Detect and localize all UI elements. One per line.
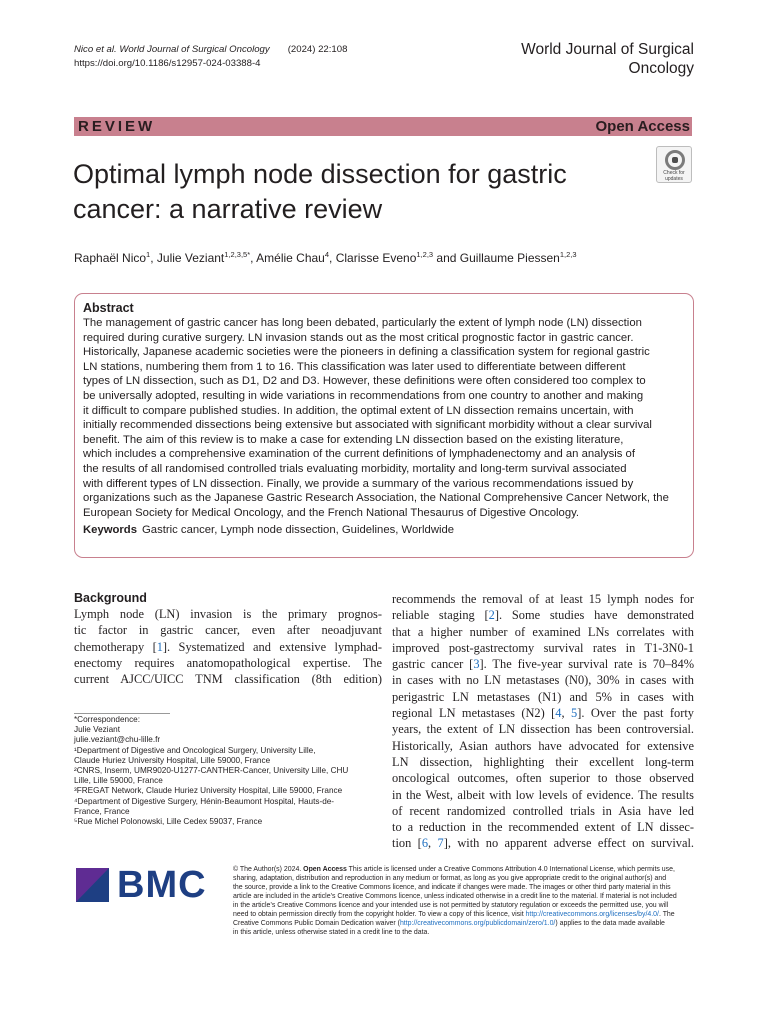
journal-name-line: Oncology: [628, 60, 694, 77]
open-access-label: Open Access: [595, 118, 690, 135]
journal-citation: Nico et al. World Journal of Surgical Oncology: [74, 44, 270, 55]
footnote-line: Julie Veziant: [74, 725, 120, 735]
bmc-logo-text: BMC: [117, 864, 207, 906]
body-line: Historically, Asian authors have advocated for extensive: [392, 738, 694, 753]
license-line: in the article’s Creative Commons licence and your intended use is not permitted by statutory regulation or exceeds the permitted use, you will: [233, 902, 669, 910]
abstract-line: LN stations, numbering them from 1 to 16. This classification was later used to differentiate between different: [83, 360, 626, 373]
article-title: [73, 157, 643, 227]
footnote-divider: [74, 713, 170, 714]
abstract-line: with different types of LN dissection. Finally, we provide a summary of the various recommendations issued by: [83, 477, 634, 490]
abstract-line: benefit. The aim of this review is to make a case for extending LN dissection based on the existing literature,: [83, 433, 624, 446]
abstract-line: The management of gastric cancer has long been debated, particularly the extent of lymph node (LN) dissection: [83, 317, 642, 329]
author-name: Clarisse Eveno: [335, 251, 417, 265]
citation-link[interactable]: 4: [555, 706, 562, 721]
footnote-line: ⁴Department of Digestive Surgery, Hénin-Beaumont Hospital, Hauts-de-: [74, 796, 335, 806]
body-text-left: [74, 606, 382, 687]
footnote-line: Claude Huriez University Hospital, Lille 59000, France: [74, 755, 271, 765]
abstract-text: [83, 316, 685, 520]
author-affiliation: 1: [146, 250, 151, 259]
journal-name: [521, 40, 694, 78]
author-name: Raphaël Nico: [74, 251, 147, 265]
author-separator: ,: [329, 251, 336, 265]
footnote-line: ⁵Rue Michel Polonowski, Lille Cedex 59037, France: [74, 817, 263, 827]
crossmark-label: Check for updates: [663, 170, 685, 182]
body-line: Lymph node (LN) invasion is the primary prognos-: [74, 607, 382, 621]
citation-link[interactable]: 1: [156, 639, 163, 654]
author-separator: ,: [250, 251, 257, 265]
author-name: Guillaume Piessen: [459, 251, 560, 265]
crossmark-icon: [665, 150, 685, 170]
body-line: years, the extent of LN dissection has been controversial.: [392, 722, 694, 737]
abstract-line: European Society for Medical Oncology, and the French National Thesaurus of Digestive Oncology.: [83, 506, 580, 519]
body-line: oncological outcomes, often superior to those observed: [392, 771, 694, 786]
license-line: need to obtain permission directly from the copyright holder. To view a copy of this licence, visit http://creativecommons.org/licenses/by/4.0/. The: [233, 911, 675, 919]
body-line: gastric cancer [3]. The five-year survival rate is 70–84%: [392, 657, 695, 672]
author-affiliation: 1,2,3: [416, 250, 434, 259]
doi-link[interactable]: https://doi.org/10.1186/s12957-024-03388-4: [74, 57, 261, 69]
abstract-line: be universally adopted, resulting in wide variations in recommendations from one country to another and making: [83, 389, 644, 402]
body-column-left: [74, 590, 382, 687]
author-separator: ,: [150, 251, 157, 265]
author-name: Amélie Chau: [256, 251, 325, 265]
author-list: [74, 247, 577, 266]
title-line: cancer: a narrative review: [73, 194, 383, 224]
abstract-box: [74, 293, 694, 558]
body-line: in the West, albeit with low levels of evidence. The results: [392, 787, 694, 802]
article-type-band: [74, 117, 692, 136]
author-affiliation: 1,2,3,5*: [224, 250, 251, 259]
license-line: Creative Commons Public Domain Dedication waiver (http://creativecommons.org/publicdomain/zero/1.0/) applies to the data made available: [233, 920, 665, 928]
author-affiliation: 1,2,3: [559, 250, 577, 259]
body-line: chemotherapy [1]. Systematized and extensive lymphad-: [74, 639, 382, 654]
license-link[interactable]: http://creativecommons.org/publicdomain/zero/1.0/: [399, 920, 556, 928]
body-line: of recent randomized controlled trials in Asia have led: [392, 803, 694, 818]
footnote-line: ³FREGAT Network, Claude Huriez University Hospital, Lille 59000, France: [74, 786, 343, 796]
journal-name-line: World Journal of Surgical: [521, 41, 694, 58]
footnote-line: julie.veziant@chu-lille.fr: [74, 735, 161, 745]
keywords: [83, 523, 685, 538]
section-heading-background: Background: [74, 591, 147, 605]
author-name: Julie Veziant: [156, 251, 225, 265]
running-header: [74, 43, 347, 70]
body-line: reliable staging [2]. Some studies have demonstrated: [392, 608, 694, 623]
license-line: the source, provide a link to the Creative Commons licence, and indicate if changes were made. The images or other third party material in this: [233, 884, 671, 892]
body-line: to a reduction in the recommended extent of LN dissec-: [392, 820, 694, 835]
citation-link[interactable]: 2: [488, 608, 495, 623]
body-line: enectomy requires anatomopathological expertise. The: [74, 655, 382, 670]
abstract-line: which includes a comprehensive examination of the current definitions of lymphadenectomy and an analysis of: [83, 448, 635, 461]
body-line: tion [6, 7], with no apparent adverse effect on survival.: [392, 836, 695, 851]
body-line: perigastric LN metastases (N1) and 5% in cases with: [392, 689, 694, 704]
footnote-line: ²CNRS, Inserm, UMR9020-U1277-CANTHER-Cancer, University Lille, CHU: [74, 766, 349, 776]
license-line: © The Author(s) 2024. Open Access This article is licensed under a Creative Commons Attribution 4.0 International License, which permits use,: [233, 866, 675, 873]
citation-link[interactable]: 5: [570, 706, 578, 721]
citation-link[interactable]: 6: [421, 836, 429, 851]
year-volume: (2024) 22:108: [287, 44, 348, 55]
bmc-logo-mark: [76, 868, 109, 902]
citation-link[interactable]: 3: [473, 657, 480, 672]
abstract-line: organizations such as the Japanese Gastric Research Association, the National Comprehensive Cancer Network, the: [83, 492, 669, 505]
license-line: sharing, adaptation, distribution and reproduction in any medium or format, as long as you give appropriate credit to the original author(s) and: [233, 875, 667, 883]
body-line: regional LN metastases (N2) [4, 5]. Over the past forty: [392, 706, 694, 721]
body-line: improved post-gastrectomy survival rates in T1-3N0-1: [392, 640, 694, 655]
check-for-updates-badge[interactable]: [656, 146, 692, 183]
license-line: article are included in the article’s Creative Commons licence, unless indicated otherwise in a credit line to the material. If material is not included: [233, 893, 677, 901]
abstract-heading: Abstract: [83, 301, 134, 315]
body-line: LN dissection, highlighting their excellent long-term: [392, 754, 694, 769]
title-line: Optimal lymph node dissection for gastric: [73, 159, 567, 189]
license-statement: [233, 865, 695, 937]
open-access-bold: Open Access: [303, 866, 347, 873]
author-separator: and: [433, 251, 460, 265]
article-type-label: REVIEW: [78, 118, 156, 135]
abstract-line: types of LN dissection, such as D1, D2 and D3. However, these definitions were often considered too complex to: [83, 375, 646, 388]
body-line: recommends the removal of at least 15 lymph nodes for: [392, 592, 694, 606]
keywords-list: Gastric cancer, Lymph node dissection, Guidelines, Worldwide: [142, 524, 455, 537]
bmc-logo: [76, 864, 216, 906]
body-text-right: [392, 591, 694, 852]
author-affiliation: 4: [324, 250, 330, 259]
body-line: that a higher number of examined LNs correlates with: [392, 624, 694, 639]
abstract-line: initially recommended dissections being extensive but associated with significant morbidity without a clear survival: [83, 419, 652, 432]
footnote-line: ¹Department of Digestive and Oncological Surgery, University Lille,: [74, 745, 316, 755]
correspondence-footnotes: [74, 715, 364, 827]
footnote-line: Lille, Lille 59000, France: [74, 776, 163, 786]
body-line: in cases with no LN metastases (N0), 30% in cases with: [392, 673, 694, 688]
footnote-line: France, France: [74, 806, 130, 816]
abstract-line: Historically, Japanese academic societies were the pioneers in defining a classification system for regional gastric: [83, 346, 650, 359]
abstract-line: the results of all randomised controlled trials evaluating morbidity, mortality and long-term survival associated: [83, 462, 627, 475]
abstract-line: required during curative surgery. LN invasion stands out as the most critical prognostic factor in gastric cancer.: [83, 331, 634, 344]
citation-link[interactable]: 7: [437, 836, 444, 851]
abstract-line: it difficult to compare published studies. In addition, the optimal extent of LN dissection remains uncertain, with: [83, 404, 634, 417]
body-column-right: [392, 591, 694, 852]
footnote-line: *Correspondence:: [74, 715, 140, 724]
license-link[interactable]: http://creativecommons.org/licenses/by/4.0/: [525, 911, 659, 919]
body-line: tic factor in gastric cancer, even after neoadjuvant: [74, 623, 382, 638]
keywords-label: Keywords: [83, 524, 137, 537]
license-line: in this article, unless otherwise stated in a credit line to the data.: [233, 929, 430, 937]
body-line: current AJCC/UICC TNM classification (8th edition): [74, 672, 382, 687]
